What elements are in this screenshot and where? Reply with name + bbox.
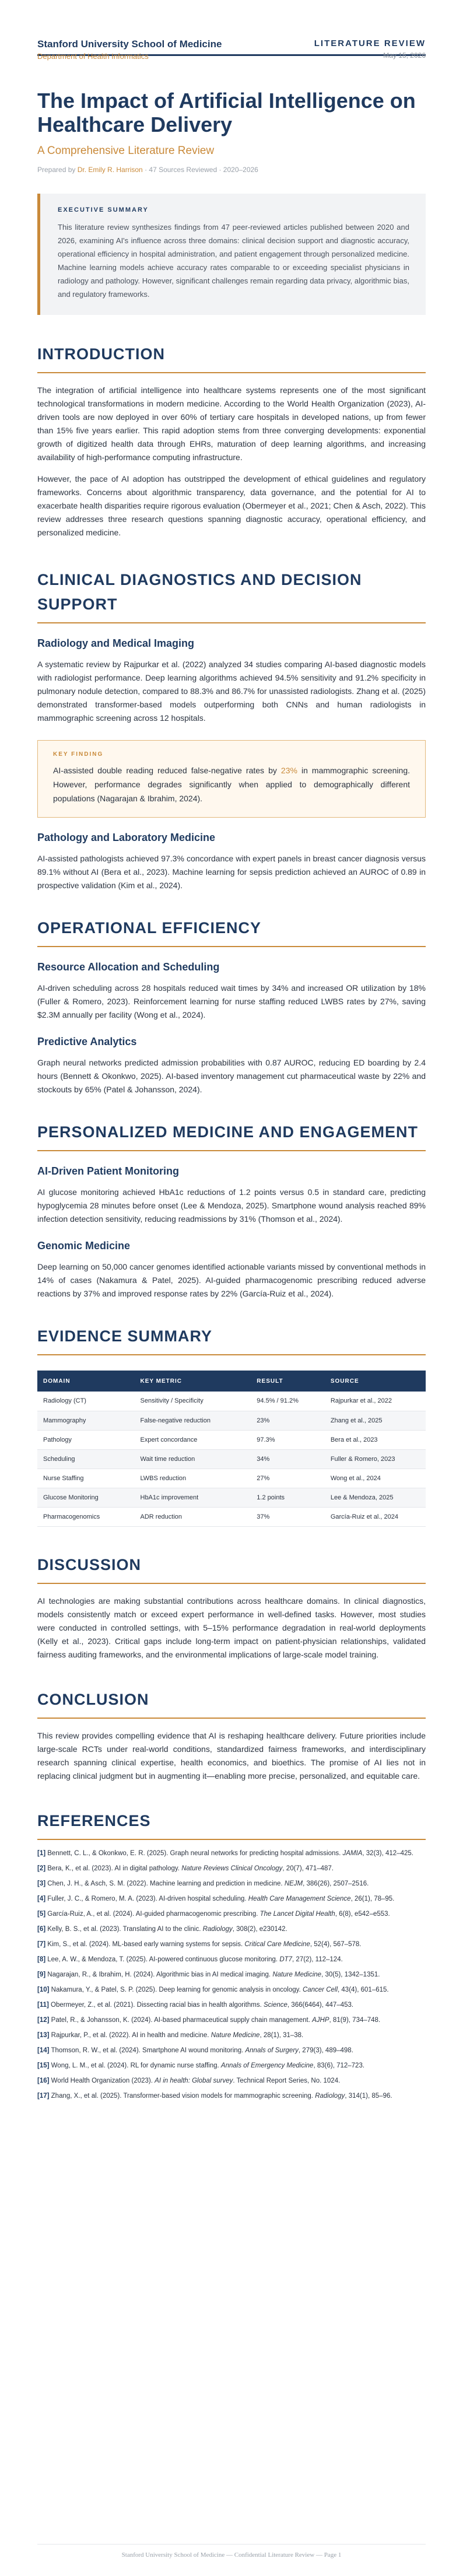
list-item <box>37 1985 426 1996</box>
reference-text: Nagarajan, R., & Ibrahim, H. (2024). Algorithmic bias in AI medical imaging. <box>47 1971 273 1978</box>
clinical-section <box>0 567 463 892</box>
reference-details: , 32(3), 412–425. <box>362 1849 413 1857</box>
reference-text: Bera, K., et al. (2023). AI in digital pathology. <box>47 1864 182 1872</box>
key-finding-text-start: AI-assisted double reading reduced false-negative rates by <box>53 766 281 775</box>
list-item <box>37 2076 426 2087</box>
list-item <box>37 1969 426 1981</box>
reference-list <box>37 1848 426 2102</box>
list-item <box>37 1848 426 1859</box>
key-finding-label: KEY FINDING <box>53 751 104 758</box>
conclusion-section <box>0 1687 463 1783</box>
reference-number: [8] <box>37 1955 46 1963</box>
table-row <box>37 1392 426 1411</box>
table-cell: Lee & Mendoza, 2025 <box>325 1488 426 1507</box>
evidence-table <box>37 1371 426 1527</box>
reference-details: , 81(9), 734–748. <box>329 2016 381 2024</box>
table-cell: 34% <box>251 1449 325 1469</box>
table-cell: Wait time reduction <box>135 1449 251 1469</box>
subsection-pathology: Pathology and Laboratory Medicine <box>37 832 216 843</box>
document-meta <box>37 166 426 174</box>
section-title-introduction: INTRODUCTION <box>37 342 426 373</box>
reference-number: [17] <box>37 2092 50 2100</box>
table-cell: ADR reduction <box>135 1507 251 1526</box>
subsection-resource-allocation: Resource Allocation and Scheduling <box>37 961 220 973</box>
list-item <box>37 2015 426 2026</box>
reference-journal: Cancer Cell <box>302 1986 338 1993</box>
document-type: LITERATURE REVIEW <box>314 38 426 48</box>
reference-journal: Annals of Surgery <box>245 2046 299 2054</box>
table-cell: Glucose Monitoring <box>37 1488 135 1507</box>
list-item <box>37 2060 426 2072</box>
reference-text: Rajpurkar, P., et al. (2022). AI in health and medicine. <box>51 2031 211 2039</box>
list-item <box>37 1909 426 1920</box>
reference-number: [10] <box>37 1986 50 1993</box>
table-row <box>37 1449 426 1469</box>
executive-summary-text: This literature review synthesizes findings from 47 peer-reviewed articles published between 2020 and 2026, examining AI's influence across three domains: clinical decision support and diagnostic accuracy, operational efficiency in hospital administration, and patient engagement through personalized medicine. Machine learning models achieve accuracy rates comparable to or exceeding specialist physicians in radiology and pathology. However, significant challenges remain regarding data privacy, algorithmic bias, and regulatory frameworks. <box>58 223 409 299</box>
reference-journal: Critical Care Medicine <box>244 1940 310 1948</box>
reference-number: [4] <box>37 1895 46 1902</box>
table-cell: 1.2 points <box>251 1488 325 1507</box>
section-title-operational: OPERATIONAL EFFICIENCY <box>37 916 426 947</box>
title-block <box>0 56 463 174</box>
reference-journal: Science <box>264 2001 287 2009</box>
reference-text: World Health Organization (2023). <box>51 2077 155 2084</box>
reference-journal: NEJM <box>284 1880 303 1887</box>
table-cell: LWBS reduction <box>135 1469 251 1488</box>
table-row <box>37 1469 426 1488</box>
section-title-conclusion: CONCLUSION <box>37 1687 426 1719</box>
table-cell: Rajpurkar et al., 2022 <box>325 1392 426 1411</box>
list-item <box>37 1939 426 1950</box>
key-finding-highlight: 23% <box>280 766 297 775</box>
personalized-paragraph-1: AI glucose monitoring achieved HbA1c reductions of 1.2 points versus 0.5 in standard care, predicting hypoglycemia 28 minutes before onset (Lee & Mendoza, 2025). Smartphone wound analysis reached 89% infection detection sensitivity, reducing readmissions by 31% (Thomson et al., 2024). <box>37 1187 426 1224</box>
column-header: SOURCE <box>325 1371 426 1392</box>
table-cell: HbA1c improvement <box>135 1488 251 1507</box>
table-cell: False-negative reduction <box>135 1411 251 1430</box>
operational-paragraph-1: AI-driven scheduling across 28 hospitals reduced wait times by 34% and increased OR utilization by 18% (Fuller & Romero, 2023). Reinforcement learning for nurse staffing reduced LWBS rates by 27%, saving $2.3M annually per facility (Wong et al., 2024). <box>37 983 426 1019</box>
introduction-section <box>0 342 463 539</box>
reference-number: [1] <box>37 1849 46 1857</box>
operational-paragraph-2: Graph neural networks predicted admission probabilities with 0.87 AUROC, reducing ED boarding by 2.4 hours (Bennett & Okonkwo, 2025). AI-based inventory management cut pharmaceutical waste by 22% and stockouts by 65% (Patel & Johansson, 2024). <box>37 1058 426 1094</box>
list-item <box>37 1878 426 1890</box>
reference-number: [5] <box>37 1910 46 1918</box>
reference-number: [16] <box>37 2077 50 2084</box>
conclusion-paragraph: This review provides compelling evidence that AI is reshaping healthcare delivery. Future priorities include large-scale RCTs under real-world conditions, standardized fairness frameworks, and interdisciplinary research spanning clinical expertise, health economics, and bioethics. The promise of AI lies not in replacing clinical judgment but in augmenting it—enabling more precise, personalized, and equitable care. <box>37 1730 426 1781</box>
reference-journal: DT7 <box>279 1955 293 1963</box>
table-cell: 94.5% / 91.2% <box>251 1392 325 1411</box>
table-cell: Fuller & Romero, 2023 <box>325 1449 426 1469</box>
reference-text: García-Ruiz, A., et al. (2024). AI-guided pharmacogenomic prescribing. <box>47 1910 260 1918</box>
reference-details: , 279(3), 489–498. <box>298 2046 353 2054</box>
reference-text: Thomson, R. W., et al. (2024). Smartphone AI wound monitoring. <box>51 2046 245 2054</box>
subsection-patient-monitoring: AI-Driven Patient Monitoring <box>37 1165 179 1177</box>
table-cell: Zhang et al., 2025 <box>325 1411 426 1430</box>
table-row <box>37 1507 426 1526</box>
department-name: Department of Health Informatics <box>37 52 149 61</box>
reference-details: , 308(2), e230142. <box>232 1925 287 1933</box>
discussion-section <box>0 1552 463 1662</box>
key-finding-text <box>53 763 410 805</box>
column-header: RESULT <box>251 1371 325 1392</box>
reference-text: Zhang, X., et al. (2025). Transformer-based vision models for mammographic screening. <box>51 2092 315 2100</box>
author-name: Dr. Emily R. Harrison <box>77 166 143 174</box>
reference-journal: AJHP <box>312 2016 329 2024</box>
introduction-paragraph-2: However, the pace of AI adoption has outstripped the development of ethical guidelines and regulatory frameworks. Concerns about algorithmic transparency, data governance, and the potential for AI to exacerbate health disparities require rigorous evaluation (Obermeyer et al., 2021; Chen & Asch, 2022). This review addresses three research questions spanning diagnostic accuracy, operational efficiency, and personalized medicine. <box>37 474 426 537</box>
reference-number: [12] <box>37 2016 50 2024</box>
table-header-row <box>37 1371 426 1392</box>
reference-text: Chen, J. H., & Asch, S. M. (2022). Machine learning and prediction in medicine. <box>47 1880 285 1887</box>
reference-details: , 314(1), 85–96. <box>345 2092 392 2100</box>
reference-journal: Nature Reviews Clinical Oncology <box>181 1864 283 1872</box>
reference-details: , 26(1), 78–95. <box>350 1895 395 1902</box>
section-title-clinical: CLINICAL DIAGNOSTICS AND DECISION SUPPORT <box>37 567 426 623</box>
reference-details: , 28(1), 31–38. <box>259 2031 304 2039</box>
reference-text: Wong, L. M., et al. (2024). RL for dynamic nurse staffing. <box>51 2062 221 2069</box>
personalized-section <box>0 1120 463 1301</box>
subsection-predictive-analytics: Predictive Analytics <box>37 1036 137 1047</box>
reference-details: , 52(4), 567–578. <box>310 1940 362 1948</box>
list-item <box>37 1894 426 1905</box>
table-cell: Mammography <box>37 1411 135 1430</box>
reference-number: [2] <box>37 1864 46 1872</box>
introduction-paragraph-1: The integration of artificial intelligence into healthcare systems represents one of the most significant technological transformations in modern medicine. According to the World Health Organization (2023), AI-driven tools are now deployed in over 60% of tertiary care hospitals in developed nations, up from fewer than 15% five years earlier. This rapid adoption stems from three converging developments: exponential growth of digitized health data through EHRs, maturation of deep learning algorithms, and increasing availability of high-performance computing infrastructure. <box>37 385 426 462</box>
reference-text: Nakamura, Y., & Patel, S. P. (2025). Deep learning for genomic analysis in oncology. <box>51 1986 303 1993</box>
reference-text: Lee, A. W., & Mendoza, T. (2025). AI-powered continuous glucose monitoring. <box>47 1955 280 1963</box>
reference-journal: JAMIA <box>342 1849 363 1857</box>
clinical-paragraph-1: A systematic review by Rajpurkar et al. (2022) analyzed 34 studies comparing AI-based diagnostic models with radiologist performance. Deep learning algorithms achieved 94.5% sensitivity and 91.2% specificity in pulmonary nodule detection, compared to 88.3% and 86.7% for unassisted radiologists. Zhang et al. (2025) demonstrated transformer-based models outperforming both CNNs and human radiologists in mammographic screening across 12 hospitals. <box>37 660 426 723</box>
page-subtitle: A Comprehensive Literature Review <box>37 145 215 157</box>
reference-details: , 386(26), 2507–2516. <box>303 1880 369 1887</box>
list-item <box>37 1954 426 1965</box>
reference-journal: Radiology <box>202 1925 233 1933</box>
column-header: DOMAIN <box>37 1371 135 1392</box>
reference-text: Bennett, C. L., & Okonkwo, E. R. (2025). Graph neural networks for predicting hospital admissions. <box>47 1849 343 1857</box>
section-title-discussion: DISCUSSION <box>37 1552 426 1584</box>
institution-name: Stanford University School of Medicine <box>37 38 222 50</box>
table-cell: García-Ruiz et al., 2024 <box>325 1507 426 1526</box>
reference-number: [11] <box>37 2001 49 2009</box>
reference-details: . Technical Report Series, No. 1024. <box>233 2077 341 2084</box>
section-title-personalized: PERSONALIZED MEDICINE AND ENGAGEMENT <box>37 1120 426 1151</box>
reference-details: , 20(7), 471–487. <box>282 1864 334 1872</box>
subsection-radiology: Radiology and Medical Imaging <box>37 637 195 649</box>
list-item <box>37 2000 426 2011</box>
reference-details: , 27(2), 112–124. <box>292 1955 343 1963</box>
section-title-evidence: EVIDENCE SUMMARY <box>37 1324 426 1355</box>
executive-summary-label: EXECUTIVE SUMMARY <box>58 206 149 213</box>
reference-journal: Nature Medicine <box>272 1971 322 1978</box>
document-header <box>37 0 426 61</box>
table-cell: 97.3% <box>251 1430 325 1449</box>
table-cell: 27% <box>251 1469 325 1488</box>
reference-number: [6] <box>37 1925 46 1933</box>
table-cell: Radiology (CT) <box>37 1392 135 1411</box>
reference-number: [14] <box>37 2046 50 2054</box>
header-left <box>37 38 222 61</box>
page-title: The Impact of Artificial Intelligence on Healthcare Delivery <box>37 89 416 136</box>
subsection-genomic-medicine: Genomic Medicine <box>37 1240 131 1252</box>
reference-journal: Annals of Emergency Medicine <box>220 2062 314 2069</box>
reference-text: Kelly, B. S., et al. (2023). Translating AI to the clinic. <box>47 1925 203 1933</box>
reference-number: [3] <box>37 1880 46 1887</box>
table-row <box>37 1488 426 1507</box>
reference-details: , 30(5), 1342–1351. <box>321 1971 380 1978</box>
executive-summary-box <box>37 194 426 315</box>
reference-details: , 366(6464), 447–453. <box>287 2001 354 2009</box>
reference-journal: AI in health: Global survey <box>155 2077 233 2084</box>
list-item <box>37 2091 426 2102</box>
reference-text: Patel, R., & Johansson, K. (2024). AI-based pharmaceutical supply chain management. <box>51 2016 313 2024</box>
list-item <box>37 2030 426 2041</box>
page-footer: Stanford University School of Medicine — Confidential Literature Review — Page 1 <box>37 2544 426 2559</box>
table-row <box>37 1430 426 1449</box>
reference-text: Fuller, J. C., & Romero, M. A. (2023). AI-driven hospital scheduling. <box>47 1895 248 1902</box>
section-title-references: REFERENCES <box>37 1809 426 1840</box>
clinical-paragraph-2: AI-assisted pathologists achieved 97.3% concordance with expert panels in breast cancer diagnosis versus 89.1% without AI (Bera et al., 2023). Machine learning for sepsis prediction achieved an AUROC of 0.89 in prospective validation (Kim et al., 2024). <box>37 854 426 890</box>
table-cell: Bera et al., 2023 <box>325 1430 426 1449</box>
table-cell: Wong et al., 2024 <box>325 1469 426 1488</box>
personalized-paragraph-2: Deep learning on 50,000 cancer genomes identified actionable variants missed by conventional methods in 14% of cases (Nakamura & Patel, 2025). AI-guided pharmacogenomic prescribing reduced adverse reactions by 37% and improved response rates by 22% (García-Ruiz et al., 2024). <box>37 1262 426 1298</box>
table-cell: Pharmacogenomics <box>37 1507 135 1526</box>
reference-journal: Radiology <box>315 2092 345 2100</box>
list-item <box>37 1863 426 1874</box>
reference-details: , 83(6), 712–723. <box>313 2062 365 2069</box>
reference-number: [7] <box>37 1940 46 1948</box>
list-item <box>37 2045 426 2056</box>
meta-prefix: Prepared by <box>37 166 78 174</box>
discussion-paragraph: AI technologies are making substantial contributions across healthcare domains. In clinical diagnostics, models consistently match or exceed expert performance in well-defined tasks. However, most studies were conducted in controlled settings, with 5–15% performance degradation in real-world deployments (Kelly et al., 2023). Critical gaps include long-term impact on patient-physician relationships, validated fairness auditing frameworks, and the environmental implications of large-scale model training. <box>37 1596 426 1659</box>
operational-section <box>0 916 463 1096</box>
evidence-section <box>0 1324 463 1527</box>
table-row <box>37 1411 426 1430</box>
table-cell: 37% <box>251 1507 325 1526</box>
table-cell: Scheduling <box>37 1449 135 1469</box>
reference-journal: Health Care Management Science <box>248 1895 351 1902</box>
table-cell: Expert concordance <box>135 1430 251 1449</box>
reference-text: Kim, S., et al. (2024). ML-based early warning systems for sepsis. <box>47 1940 245 1948</box>
document-date: May 15, 2026 <box>383 51 426 59</box>
meta-suffix: · 47 Sources Reviewed · 2020–2026 <box>142 166 258 174</box>
table-cell: 23% <box>251 1411 325 1430</box>
reference-text: Obermeyer, Z., et al. (2021). Dissecting racial bias in health algorithms. <box>51 2001 264 2009</box>
table-cell: Nurse Staffing <box>37 1469 135 1488</box>
reference-journal: The Lancet Digital Health <box>259 1910 335 1918</box>
key-finding-box <box>37 740 426 818</box>
list-item <box>37 1924 426 1935</box>
key-finding-text-end: in mammographic screening. However, performance degrades significantly when applied to demographically different populations (Nagarajan & Ibrahim, 2024). <box>53 766 411 803</box>
table-cell: Pathology <box>37 1430 135 1449</box>
reference-number: [9] <box>37 1971 46 1978</box>
reference-number: [13] <box>37 2031 50 2039</box>
column-header: KEY METRIC <box>135 1371 251 1392</box>
header-right <box>314 38 426 59</box>
references-section <box>0 1809 463 2102</box>
reference-journal: Nature Medicine <box>211 2031 260 2039</box>
reference-details: , 6(8), e542–e553. <box>335 1910 390 1918</box>
table-cell: Sensitivity / Specificity <box>135 1392 251 1411</box>
reference-details: , 43(4), 601–615. <box>338 1986 389 1993</box>
reference-number: [15] <box>37 2062 50 2069</box>
